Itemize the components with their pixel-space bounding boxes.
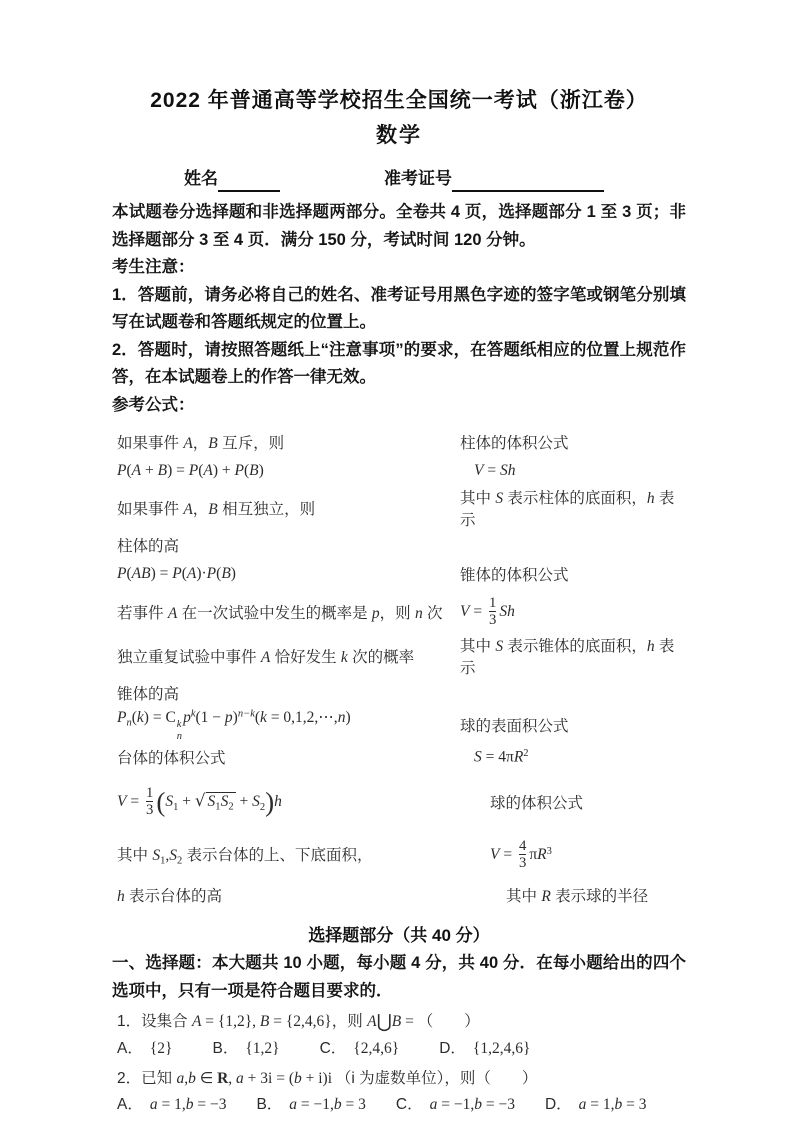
math-token: P	[172, 565, 182, 583]
math-token: + 3i = (	[243, 1069, 294, 1087]
formula-right-cell	[460, 462, 686, 480]
reference-formula-title: 参考公式：	[112, 395, 195, 414]
math-token: S	[207, 792, 216, 810]
formula-right-cell	[460, 838, 686, 872]
formula-left-cell	[112, 497, 460, 519]
reference-formulas	[112, 427, 686, 909]
math-token: ，则	[331, 1013, 368, 1031]
math-token: 锥体的体积公式	[460, 567, 569, 585]
math-token: a	[289, 1095, 298, 1113]
math-token: {2}	[149, 1039, 173, 1057]
formula-left-cell	[112, 843, 460, 867]
math-token: P	[117, 462, 127, 480]
math-token: {2,4,6}	[353, 1039, 400, 1057]
formula-left-cell	[112, 645, 460, 667]
math-token: 其中	[117, 847, 153, 865]
option-label: D．	[439, 1039, 466, 1057]
math-token: = 0,1,2,⋯,	[266, 708, 338, 726]
math-token: (1 −	[195, 708, 225, 726]
math-token: Sh	[499, 602, 515, 620]
math-token: 表示	[460, 638, 675, 677]
math-token: = 3	[622, 1095, 647, 1113]
math-token: V	[474, 462, 484, 480]
math-token: p	[371, 604, 380, 622]
math-token: 2	[176, 855, 183, 867]
math-token: 3	[145, 802, 154, 819]
math-token: 在一次试验中发生的概率是	[177, 604, 372, 622]
math-token: 如果事件	[117, 501, 184, 518]
math-token: A	[183, 501, 193, 518]
formula-row	[112, 457, 686, 487]
math-token: 其中	[506, 887, 542, 905]
math-token: p	[183, 708, 191, 726]
math-token: )	[258, 462, 264, 480]
math-token: 表示	[460, 490, 675, 529]
math-token: A	[183, 434, 193, 452]
exam-structure-paragraph: 本试题卷分选择题和非选择题两部分。全卷共 4 页，选择题部分 1 至 3 页；非选择题部分 3 至 4 页．满分 150 分，考试时间 120 分钟。	[112, 203, 686, 249]
math-token: R	[541, 887, 551, 905]
math-token: (	[126, 462, 132, 480]
math-token: （i 为虚数单位），则（ ）	[335, 1069, 538, 1087]
math-token	[206, 792, 236, 813]
math-token: B	[259, 1013, 270, 1031]
math-token: h	[646, 490, 655, 507]
formula-right-cell	[460, 884, 686, 906]
math-token: 1	[173, 801, 179, 813]
math-token: ) = C	[143, 708, 176, 726]
formula-left-cell	[112, 462, 460, 480]
math-token: a	[236, 1069, 244, 1087]
question-1-stem	[112, 1008, 686, 1035]
math-token: n	[337, 708, 346, 726]
math-token: a	[149, 1095, 158, 1113]
math-token: 表示台体的上、下底面积，	[182, 847, 373, 865]
math-token: 2	[259, 801, 266, 813]
math-token: ，则	[379, 604, 415, 622]
notice-item-2: 2．答题时，请按照答题纸上“注意事项”的要求，在答题纸相应的位置上规范作答，在本试题卷上的作答一律无效。	[112, 340, 686, 386]
math-token: V	[490, 845, 500, 863]
math-token: n	[176, 730, 183, 742]
math-token: (	[198, 462, 204, 480]
math-token: (	[156, 786, 166, 817]
math-token: +	[178, 792, 195, 810]
math-token: =	[401, 1013, 418, 1031]
math-token: = {1,2},	[201, 1013, 260, 1031]
math-token: ，	[192, 434, 209, 452]
option-label: A．	[117, 1095, 143, 1113]
formula-row	[112, 678, 686, 708]
math-token: 次的概率	[347, 649, 415, 666]
formula-left-cell	[112, 708, 460, 743]
formula-row	[112, 589, 686, 634]
math-token: 1．设集合	[117, 1013, 192, 1031]
math-token: R	[537, 845, 547, 863]
math-token: S	[252, 792, 260, 810]
math-token: n	[126, 717, 132, 729]
math-token: 恰好发生	[270, 649, 341, 666]
math-token: B	[208, 501, 218, 518]
notice-title: 考生注意：	[112, 258, 195, 276]
math-token: 其中	[460, 490, 496, 507]
math-token: ∈	[195, 1069, 218, 1087]
option-label: B．	[212, 1039, 239, 1057]
option-label: C．	[319, 1039, 347, 1057]
question-2	[112, 1065, 686, 1118]
section-heading: 选择题部分（共 40 分）	[308, 926, 490, 946]
math-token: (	[216, 565, 222, 583]
math-token: 1	[145, 784, 154, 801]
formula-row	[112, 880, 686, 910]
fraction	[519, 838, 526, 872]
section-intro: 一、选择题：本大题共 10 小题，每小题 4 分，共 40 分．在每小题给出的四个选项中，只有一项是符合题目要求的．	[112, 954, 686, 1000]
math-token: P	[117, 565, 127, 583]
math-token: 1	[215, 801, 221, 813]
math-token: ⋃	[376, 1011, 392, 1033]
math-token: = 3	[341, 1095, 366, 1113]
formula-right-cell	[460, 431, 686, 453]
sub-sup-stack	[177, 719, 182, 743]
formula-right-cell	[460, 748, 686, 766]
math-token: π	[529, 845, 538, 863]
option-label: C．	[395, 1095, 423, 1113]
math-token: 2．已知	[117, 1069, 177, 1087]
math-token: h	[117, 887, 125, 905]
math-token: 1	[488, 594, 497, 611]
ticket-label: 准考证号	[384, 169, 452, 188]
subject-title: 数学	[376, 124, 422, 147]
answer-option	[320, 1036, 400, 1062]
formula-left-cell	[112, 431, 460, 453]
math-token: k	[190, 708, 196, 720]
math-token: ,	[165, 847, 170, 865]
math-token: =	[483, 462, 500, 480]
formula-right-cell	[460, 714, 686, 736]
math-token: = 4π	[481, 748, 514, 766]
formula-row	[112, 708, 686, 743]
answer-option	[117, 1036, 172, 1062]
math-token: A	[167, 604, 178, 622]
formula-right-cell	[460, 563, 686, 585]
formula-right-cell	[460, 634, 686, 678]
math-token: R	[217, 1069, 229, 1087]
math-token: S	[152, 847, 161, 865]
option-label: A．	[117, 1039, 143, 1057]
math-token: A	[260, 649, 271, 666]
math-token: )·	[196, 565, 207, 583]
math-token: V	[117, 792, 127, 810]
math-token: S	[169, 847, 177, 865]
question-2-stem	[112, 1065, 686, 1092]
math-token: h	[274, 792, 282, 810]
math-token: V	[460, 602, 470, 620]
math-token: =	[126, 792, 143, 810]
math-token: a	[429, 1095, 438, 1113]
math-token: )	[265, 786, 275, 817]
math-token: A	[186, 565, 197, 583]
math-token: S	[495, 490, 504, 507]
math-token: a	[578, 1095, 587, 1113]
math-token: = {2,4,6}	[269, 1013, 332, 1031]
formula-row	[112, 560, 686, 590]
math-token: 若事件	[117, 604, 168, 622]
math-token: +	[235, 792, 253, 810]
fraction	[489, 595, 496, 629]
formula-row	[112, 830, 686, 880]
formula-left-cell	[112, 746, 460, 768]
math-token: S	[220, 792, 229, 810]
formula-row	[112, 486, 686, 530]
math-token: (	[181, 565, 187, 583]
math-token: ，	[192, 501, 209, 518]
formula-row	[112, 742, 686, 772]
math-token: √	[194, 789, 206, 810]
math-token: (	[243, 462, 250, 480]
math-token: 球的表面积公式	[460, 717, 569, 735]
answer-option	[212, 1036, 279, 1062]
formula-row	[112, 634, 686, 678]
math-token: 次	[422, 604, 443, 622]
candidate-info-row	[112, 162, 686, 192]
math-token: A	[367, 1013, 377, 1031]
math-token: ) +	[212, 462, 235, 480]
math-token: 如果事件	[117, 434, 184, 452]
math-token: = −1,	[297, 1095, 334, 1113]
math-token: (	[126, 565, 132, 583]
math-token: B	[208, 434, 218, 452]
formula-left-cell	[112, 884, 460, 906]
math-token: B	[157, 462, 168, 480]
math-token: b	[474, 1095, 482, 1113]
math-token: 1	[160, 855, 166, 867]
answer-option	[256, 1092, 365, 1118]
math-token: ) =	[167, 462, 189, 480]
formula-right-cell	[460, 791, 686, 813]
math-token: P	[234, 462, 244, 480]
math-token: 3	[488, 612, 497, 628]
formula-row	[112, 776, 686, 828]
fraction	[146, 785, 153, 819]
math-token: 互斥，则	[217, 434, 285, 452]
math-token: = −1,	[437, 1095, 475, 1113]
math-token: b	[614, 1095, 623, 1113]
page-title: 2022 年普通高等学校招生全国统一考试（浙江卷）	[150, 89, 648, 112]
math-token: = 1,	[586, 1095, 615, 1113]
math-token: 3	[518, 855, 527, 872]
math-token: 表示柱体的底面积，	[503, 490, 647, 507]
formula-left-cell	[112, 565, 460, 583]
math-token: 3	[546, 845, 552, 857]
math-token: A	[131, 462, 142, 480]
math-token: +	[141, 462, 158, 480]
math-token: k	[136, 708, 144, 726]
math-token: (	[131, 708, 137, 726]
math-token: n	[414, 604, 423, 622]
math-token: 4	[518, 837, 527, 854]
math-token: =	[469, 602, 486, 620]
math-token: 球的体积公式	[490, 794, 584, 812]
formula-left-cell	[112, 534, 460, 556]
math-token: 2	[523, 748, 529, 759]
math-token: 柱体的体积公式	[460, 434, 569, 452]
square-root	[194, 789, 236, 813]
math-token: b	[293, 1069, 302, 1087]
math-token: P	[117, 708, 127, 726]
math-token: （ ）	[417, 1013, 480, 1031]
math-token: B	[391, 1013, 402, 1031]
math-token: 台体的体积公式	[117, 750, 226, 768]
math-token: S	[495, 638, 504, 655]
math-token: = −3	[193, 1095, 227, 1113]
question-1	[112, 1008, 686, 1061]
math-token: {1,2}	[245, 1039, 280, 1057]
name-blank-line	[218, 168, 280, 192]
math-token: n−k	[237, 708, 255, 720]
math-token: R	[513, 748, 524, 766]
math-token: 其中	[460, 638, 496, 655]
answer-option	[117, 1092, 226, 1118]
math-token: k	[176, 718, 182, 730]
math-token: B	[221, 565, 231, 583]
math-token: {1,2,4,6}	[472, 1039, 531, 1057]
answer-option	[545, 1092, 647, 1118]
math-token: = −3	[481, 1095, 515, 1113]
ticket-blank-line	[452, 168, 604, 192]
math-token: 表示锥体的底面积，	[503, 638, 647, 655]
formula-left-cell	[112, 682, 460, 704]
math-token: )	[345, 708, 351, 726]
formula-row	[112, 427, 686, 457]
formula-row	[112, 530, 686, 560]
formula-left-cell	[112, 601, 460, 623]
math-token: B	[249, 462, 259, 480]
math-token: 2	[228, 801, 234, 813]
formula-right-cell	[460, 595, 686, 629]
option-label: D．	[544, 1095, 572, 1113]
formula-left-cell	[112, 785, 460, 819]
math-token: P	[188, 462, 199, 480]
math-token: 表示台体的高	[124, 887, 223, 905]
math-token: )	[232, 708, 238, 726]
math-token: A	[203, 462, 213, 480]
math-token: a	[176, 1069, 185, 1087]
math-token: ,	[184, 1069, 189, 1087]
question-2-options	[112, 1092, 686, 1118]
answer-option	[396, 1092, 515, 1118]
math-token: ,	[228, 1069, 237, 1087]
math-token: )	[230, 565, 236, 583]
math-token: b	[333, 1095, 342, 1113]
math-token: k	[340, 649, 348, 666]
math-token: = 1,	[157, 1095, 186, 1113]
name-label: 姓名	[184, 169, 218, 188]
math-token: 柱体的高	[117, 537, 180, 555]
math-token: 独立重复试验中事件	[117, 649, 261, 666]
math-token: ) =	[150, 565, 173, 583]
option-label: B．	[256, 1095, 283, 1113]
math-token: 表示球的半径	[550, 887, 649, 905]
math-token: b	[185, 1095, 194, 1113]
math-token: AB	[131, 565, 151, 583]
answer-option	[439, 1036, 530, 1062]
math-token: S	[474, 748, 482, 766]
math-token: h	[646, 638, 655, 655]
math-token: S	[165, 792, 174, 810]
math-token: k	[260, 708, 267, 726]
math-token: =	[499, 845, 516, 863]
math-token: Sh	[499, 462, 516, 480]
formula-right-cell	[460, 486, 686, 530]
notice-item-1: 1．答题前，请务必将自己的姓名、准考证号用黑色字迹的签字笔或钢笔分别填写在试题卷和答题纸规定的位置上。	[112, 285, 686, 331]
math-token: b	[188, 1069, 196, 1087]
math-token: 锥体的高	[117, 685, 180, 703]
math-token: 相互独立，则	[217, 501, 316, 518]
math-token: p	[224, 708, 233, 726]
math-token: + i)i	[301, 1069, 336, 1087]
math-token: A	[191, 1013, 202, 1031]
question-1-options	[112, 1036, 686, 1062]
math-token: P	[206, 565, 217, 583]
math-token: (	[254, 708, 261, 726]
